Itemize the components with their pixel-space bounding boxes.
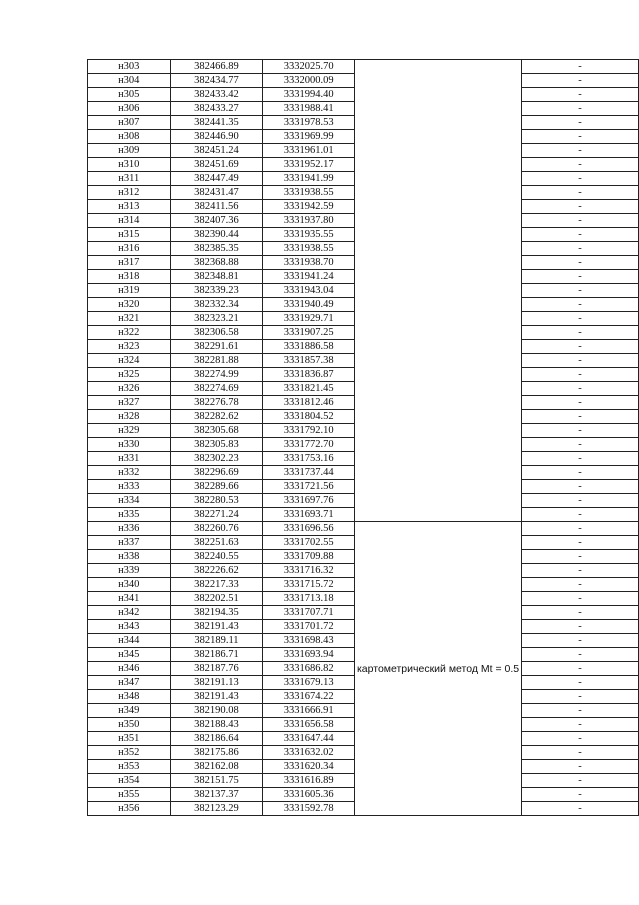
x-coordinate-cell: 382123.29 [170,802,263,816]
error-cell: - [522,466,639,480]
point-name-cell: н318 [88,270,171,284]
point-name-cell: н340 [88,578,171,592]
x-coordinate-cell: 382466.89 [170,60,263,74]
error-cell: - [522,368,639,382]
point-name-cell: н319 [88,284,171,298]
error-cell: - [522,746,639,760]
x-coordinate-cell: 382441.35 [170,116,263,130]
error-cell: - [522,172,639,186]
x-coordinate-cell: 382434.77 [170,74,263,88]
x-coordinate-cell: 382339.23 [170,284,263,298]
point-name-cell: н314 [88,214,171,228]
x-coordinate-cell: 382289.66 [170,480,263,494]
y-coordinate-cell: 3331709.88 [263,550,355,564]
error-cell: - [522,186,639,200]
y-coordinate-cell: 3331943.04 [263,284,355,298]
error-cell: - [522,494,639,508]
error-cell: - [522,704,639,718]
x-coordinate-cell: 382186.71 [170,648,263,662]
point-name-cell: н351 [88,732,171,746]
y-coordinate-cell: 3331696.56 [263,522,355,536]
error-cell: - [522,732,639,746]
error-cell: - [522,312,639,326]
x-coordinate-cell: 382282.62 [170,410,263,424]
x-coordinate-cell: 382189.11 [170,634,263,648]
point-name-cell: н349 [88,704,171,718]
y-coordinate-cell: 3331929.71 [263,312,355,326]
point-name-cell: н350 [88,718,171,732]
point-name-cell: н313 [88,200,171,214]
x-coordinate-cell: 382447.49 [170,172,263,186]
x-coordinate-cell: 382368.88 [170,256,263,270]
point-name-cell: н315 [88,228,171,242]
x-coordinate-cell: 382305.68 [170,424,263,438]
y-coordinate-cell: 3331940.49 [263,298,355,312]
point-name-cell: н335 [88,508,171,522]
x-coordinate-cell: 382151.75 [170,774,263,788]
point-name-cell: н347 [88,676,171,690]
y-coordinate-cell: 3331674.22 [263,690,355,704]
error-cell: - [522,634,639,648]
y-coordinate-cell: 3331702.55 [263,536,355,550]
point-name-cell: н341 [88,592,171,606]
error-cell: - [522,102,639,116]
x-coordinate-cell: 382194.35 [170,606,263,620]
x-coordinate-cell: 382274.69 [170,382,263,396]
y-coordinate-cell: 3331935.55 [263,228,355,242]
point-name-cell: н334 [88,494,171,508]
x-coordinate-cell: 382191.13 [170,676,263,690]
point-name-cell: н326 [88,382,171,396]
x-coordinate-cell: 382162.08 [170,760,263,774]
error-cell: - [522,802,639,816]
error-cell: - [522,592,639,606]
error-cell: - [522,382,639,396]
x-coordinate-cell: 382411.56 [170,200,263,214]
x-coordinate-cell: 382137.37 [170,788,263,802]
y-coordinate-cell: 3331707.71 [263,606,355,620]
x-coordinate-cell: 382407.36 [170,214,263,228]
y-coordinate-cell: 3331656.58 [263,718,355,732]
point-name-cell: н354 [88,774,171,788]
y-coordinate-cell: 3331721.56 [263,480,355,494]
y-coordinate-cell: 3331686.82 [263,662,355,676]
x-coordinate-cell: 382190.08 [170,704,263,718]
point-name-cell: н312 [88,186,171,200]
x-coordinate-cell: 382433.42 [170,88,263,102]
error-cell: - [522,508,639,522]
y-coordinate-cell: 3331792.10 [263,424,355,438]
error-cell: - [522,760,639,774]
y-coordinate-cell: 3331698.43 [263,634,355,648]
x-coordinate-cell: 382281.88 [170,354,263,368]
error-cell: - [522,648,639,662]
point-name-cell: н317 [88,256,171,270]
error-cell: - [522,158,639,172]
y-coordinate-cell: 3331616.89 [263,774,355,788]
y-coordinate-cell: 3331697.76 [263,494,355,508]
x-coordinate-cell: 382188.43 [170,718,263,732]
error-cell: - [522,74,639,88]
y-coordinate-cell: 3331804.52 [263,410,355,424]
point-name-cell: н330 [88,438,171,452]
x-coordinate-cell: 382306.58 [170,326,263,340]
error-cell: - [522,788,639,802]
point-name-cell: н321 [88,312,171,326]
point-name-cell: н353 [88,760,171,774]
y-coordinate-cell: 3331713.18 [263,592,355,606]
point-name-cell: н342 [88,606,171,620]
x-coordinate-cell: 382240.55 [170,550,263,564]
point-name-cell: н310 [88,158,171,172]
x-coordinate-cell: 382323.21 [170,312,263,326]
error-cell: - [522,60,639,74]
method-cell [354,522,521,816]
y-coordinate-cell: 3331952.17 [263,158,355,172]
error-cell: - [522,116,639,130]
x-coordinate-cell: 382385.35 [170,242,263,256]
error-cell: - [522,130,639,144]
error-cell: - [522,298,639,312]
x-coordinate-cell: 382274.99 [170,368,263,382]
method-label: картометрический метод Mt = 0.5 [356,662,520,675]
point-name-cell: н327 [88,396,171,410]
point-name-cell: н355 [88,788,171,802]
y-coordinate-cell: 3331821.45 [263,382,355,396]
point-name-cell: н346 [88,662,171,676]
x-coordinate-cell: 382191.43 [170,690,263,704]
y-coordinate-cell: 3331907.25 [263,326,355,340]
x-coordinate-cell: 382390.44 [170,228,263,242]
y-coordinate-cell: 3331942.59 [263,200,355,214]
point-name-cell: н325 [88,368,171,382]
point-name-cell: н337 [88,536,171,550]
y-coordinate-cell: 3331620.34 [263,760,355,774]
x-coordinate-cell: 382276.78 [170,396,263,410]
point-name-cell: н356 [88,802,171,816]
error-cell: - [522,144,639,158]
error-cell: - [522,88,639,102]
x-coordinate-cell: 382302.23 [170,452,263,466]
x-coordinate-cell: 382305.83 [170,438,263,452]
error-cell: - [522,774,639,788]
error-cell: - [522,396,639,410]
y-coordinate-cell: 3332025.70 [263,60,355,74]
table-row [88,522,639,536]
error-cell: - [522,270,639,284]
point-name-cell: н320 [88,298,171,312]
x-coordinate-cell: 382191.43 [170,620,263,634]
error-cell: - [522,578,639,592]
point-name-cell: н329 [88,424,171,438]
x-coordinate-cell: 382251.63 [170,536,263,550]
y-coordinate-cell: 3332000.09 [263,74,355,88]
error-cell: - [522,242,639,256]
x-coordinate-cell: 382280.53 [170,494,263,508]
x-coordinate-cell: 382175.86 [170,746,263,760]
point-name-cell: н324 [88,354,171,368]
x-coordinate-cell: 382451.69 [170,158,263,172]
point-name-cell: н348 [88,690,171,704]
error-cell: - [522,354,639,368]
y-coordinate-cell: 3331941.99 [263,172,355,186]
y-coordinate-cell: 3331753.16 [263,452,355,466]
y-coordinate-cell: 3331679.13 [263,676,355,690]
y-coordinate-cell: 3331961.01 [263,144,355,158]
error-cell: - [522,340,639,354]
error-cell: - [522,284,639,298]
y-coordinate-cell: 3331978.53 [263,116,355,130]
y-coordinate-cell: 3331693.94 [263,648,355,662]
y-coordinate-cell: 3331994.40 [263,88,355,102]
error-cell: - [522,326,639,340]
point-name-cell: н352 [88,746,171,760]
point-name-cell: н323 [88,340,171,354]
y-coordinate-cell: 3331937.80 [263,214,355,228]
error-cell: - [522,690,639,704]
error-cell: - [522,424,639,438]
y-coordinate-cell: 3331701.72 [263,620,355,634]
error-cell: - [522,662,639,676]
point-name-cell: н338 [88,550,171,564]
error-cell: - [522,480,639,494]
point-name-cell: н311 [88,172,171,186]
point-name-cell: н316 [88,242,171,256]
point-name-cell: н303 [88,60,171,74]
x-coordinate-cell: 382186.64 [170,732,263,746]
x-coordinate-cell: 382187.76 [170,662,263,676]
coordinates-table-body [88,60,639,816]
point-name-cell: н339 [88,564,171,578]
error-cell: - [522,620,639,634]
point-name-cell: н336 [88,522,171,536]
error-cell: - [522,564,639,578]
x-coordinate-cell: 382348.81 [170,270,263,284]
point-name-cell: н304 [88,74,171,88]
y-coordinate-cell: 3331938.70 [263,256,355,270]
x-coordinate-cell: 382433.27 [170,102,263,116]
point-name-cell: н309 [88,144,171,158]
error-cell: - [522,228,639,242]
x-coordinate-cell: 382202.51 [170,592,263,606]
point-name-cell: н333 [88,480,171,494]
point-name-cell: н307 [88,116,171,130]
y-coordinate-cell: 3331632.02 [263,746,355,760]
y-coordinate-cell: 3331647.44 [263,732,355,746]
y-coordinate-cell: 3331812.46 [263,396,355,410]
y-coordinate-cell: 3331715.72 [263,578,355,592]
error-cell: - [522,438,639,452]
x-coordinate-cell: 382271.24 [170,508,263,522]
y-coordinate-cell: 3331988.41 [263,102,355,116]
error-cell: - [522,606,639,620]
x-coordinate-cell: 382226.62 [170,564,263,578]
point-name-cell: н306 [88,102,171,116]
x-coordinate-cell: 382217.33 [170,578,263,592]
point-name-cell: н344 [88,634,171,648]
coordinates-table [87,59,639,816]
point-name-cell: н305 [88,88,171,102]
point-name-cell: н322 [88,326,171,340]
method-cell [354,60,521,522]
x-coordinate-cell: 382291.61 [170,340,263,354]
y-coordinate-cell: 3331886.58 [263,340,355,354]
x-coordinate-cell: 382451.24 [170,144,263,158]
y-coordinate-cell: 3331737.44 [263,466,355,480]
y-coordinate-cell: 3331969.99 [263,130,355,144]
point-name-cell: н331 [88,452,171,466]
point-name-cell: н308 [88,130,171,144]
y-coordinate-cell: 3331941.24 [263,270,355,284]
error-cell: - [522,522,639,536]
error-cell: - [522,200,639,214]
y-coordinate-cell: 3331592.78 [263,802,355,816]
x-coordinate-cell: 382446.90 [170,130,263,144]
error-cell: - [522,676,639,690]
error-cell: - [522,214,639,228]
y-coordinate-cell: 3331857.38 [263,354,355,368]
x-coordinate-cell: 382260.76 [170,522,263,536]
point-name-cell: н328 [88,410,171,424]
point-name-cell: н343 [88,620,171,634]
point-name-cell: н332 [88,466,171,480]
x-coordinate-cell: 382431.47 [170,186,263,200]
y-coordinate-cell: 3331716.32 [263,564,355,578]
table-row [88,60,639,74]
y-coordinate-cell: 3331666.91 [263,704,355,718]
error-cell: - [522,536,639,550]
error-cell: - [522,410,639,424]
y-coordinate-cell: 3331605.36 [263,788,355,802]
y-coordinate-cell: 3331693.71 [263,508,355,522]
error-cell: - [522,550,639,564]
y-coordinate-cell: 3331772.70 [263,438,355,452]
error-cell: - [522,718,639,732]
error-cell: - [522,256,639,270]
x-coordinate-cell: 382332.34 [170,298,263,312]
y-coordinate-cell: 3331938.55 [263,242,355,256]
x-coordinate-cell: 382296.69 [170,466,263,480]
y-coordinate-cell: 3331836.87 [263,368,355,382]
error-cell: - [522,452,639,466]
point-name-cell: н345 [88,648,171,662]
y-coordinate-cell: 3331938.55 [263,186,355,200]
